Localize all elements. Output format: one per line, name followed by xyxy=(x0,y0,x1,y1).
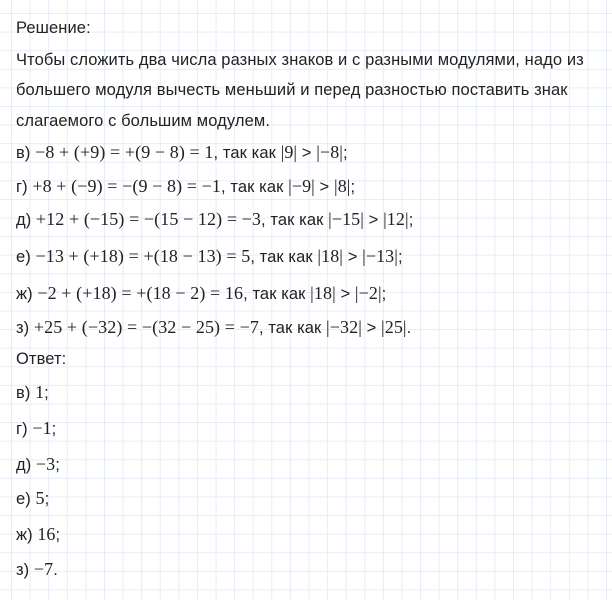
answer-value: −3 xyxy=(31,454,56,474)
step-expression: −8 + (+9) = +(9 − 8) = 1 xyxy=(30,142,214,162)
step-gt: > xyxy=(335,285,355,303)
step-right-abs: |−13| xyxy=(362,246,398,266)
step-end: ; xyxy=(408,211,414,229)
step-because: , так как xyxy=(243,285,311,303)
answer-label: д) xyxy=(16,456,32,474)
step-expression: +12 + (−15) = −(15 − 12) = −3 xyxy=(31,209,262,229)
step-because: , так как xyxy=(221,178,289,196)
step-label: ж) xyxy=(16,285,33,303)
step-expression: +8 + (−9) = −(9 − 8) = −1 xyxy=(27,176,222,196)
step-left-abs: |18| xyxy=(310,283,336,303)
rule-text-line-2: большего модуля вычесть меньший и перед разностью поставить знак xyxy=(16,81,568,99)
step-left-abs: |−32| xyxy=(326,317,362,337)
solution-step-zh xyxy=(16,283,386,304)
answer-item-e xyxy=(16,488,49,509)
step-end: . xyxy=(406,319,412,337)
answer-item-z xyxy=(16,559,58,580)
step-because: , так как xyxy=(213,144,281,162)
step-right-abs: |25| xyxy=(381,317,407,337)
answer-value: −1 xyxy=(27,418,52,438)
answer-item-zh xyxy=(16,524,60,545)
step-because: , так как xyxy=(258,319,327,337)
answer-heading: Ответ: xyxy=(16,350,67,368)
step-label: з) xyxy=(16,319,30,337)
answer-value: 16 xyxy=(32,524,56,544)
solution-heading: Решение: xyxy=(16,19,91,37)
answer-label: е) xyxy=(16,490,31,508)
step-right-abs: |12| xyxy=(383,209,409,229)
rule-text-line-1: Чтобы сложить два числа разных знаков и с разными модулями, надо из xyxy=(16,51,584,69)
answer-label: з) xyxy=(16,561,30,579)
answer-end: ; xyxy=(44,384,49,402)
step-end: ; xyxy=(381,285,387,303)
answer-end: ; xyxy=(51,420,57,438)
answer-end: ; xyxy=(44,490,50,508)
step-label: г) xyxy=(16,178,28,196)
solution-step-v xyxy=(16,142,348,163)
step-because: , так как xyxy=(250,248,318,266)
step-end: ; xyxy=(350,178,356,196)
solution-step-z xyxy=(16,317,411,338)
step-gt: > xyxy=(314,178,334,196)
step-gt: > xyxy=(361,319,382,337)
step-expression: −2 + (+18) = +(18 − 2) = 16 xyxy=(32,283,244,303)
answer-value: 5 xyxy=(30,488,45,508)
answer-end: . xyxy=(53,561,58,579)
step-label: е) xyxy=(16,248,31,266)
answer-item-d xyxy=(16,454,60,475)
step-left-abs: |−15| xyxy=(328,209,364,229)
step-expression: +25 + (−32) = −(32 − 25) = −7 xyxy=(29,317,259,337)
step-right-abs: |−2| xyxy=(354,283,382,303)
step-expression: −13 + (+18) = +(18 − 13) = 5 xyxy=(30,246,251,266)
step-gt: > xyxy=(363,211,384,229)
answer-label: в) xyxy=(16,384,31,402)
answer-end: ; xyxy=(55,456,60,474)
solution-step-e xyxy=(16,246,403,267)
step-left-abs: |−9| xyxy=(288,176,315,196)
answer-value: −7 xyxy=(29,559,54,579)
answer-end: ; xyxy=(55,526,61,544)
answer-label: ж) xyxy=(16,526,33,544)
step-label: д) xyxy=(16,211,32,229)
answer-label: г) xyxy=(16,420,28,438)
step-gt: > xyxy=(343,248,363,266)
step-left-abs: |18| xyxy=(317,246,344,266)
answer-item-g xyxy=(16,418,56,439)
step-label: в) xyxy=(16,144,31,162)
solution-step-d xyxy=(16,209,413,230)
step-right-abs: |8| xyxy=(333,176,351,196)
rule-text-line-3: слагаемого с большим модулем. xyxy=(16,112,271,130)
solution-step-g xyxy=(16,176,355,197)
answer-value: 1 xyxy=(30,382,45,402)
step-end: ; xyxy=(343,144,348,162)
step-end: ; xyxy=(397,248,403,266)
answer-item-v xyxy=(16,382,49,403)
step-because: , так как xyxy=(261,211,329,229)
step-gt: > xyxy=(297,144,317,162)
step-right-abs: |−8| xyxy=(316,142,343,162)
step-left-abs: |9| xyxy=(280,142,298,162)
